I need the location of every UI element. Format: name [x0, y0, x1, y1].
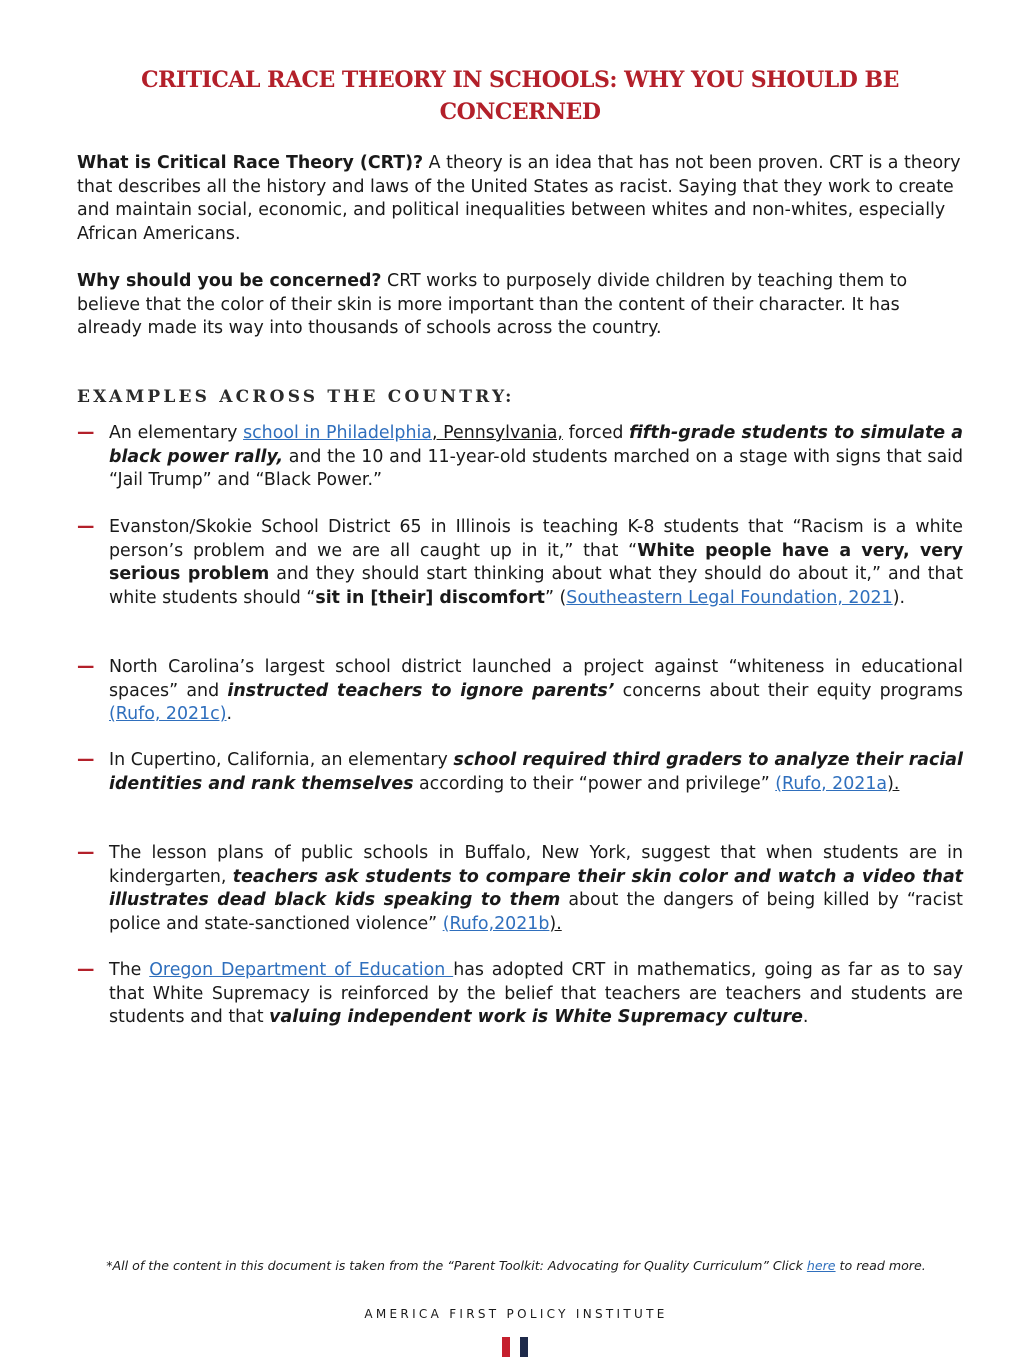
example-text: ).	[892, 587, 906, 608]
example-text: about the dangers of being killed by “racist police and state-sanctioned violence”	[109, 890, 963, 934]
example-item-oregon	[77, 959, 963, 1030]
emphasis-text: school required third graders to analyze their racial identities and rank themselves	[109, 750, 964, 794]
concern-question: Why should you be concerned?	[77, 271, 382, 291]
dash-bullet: —	[77, 960, 95, 980]
example-item-north-carolina	[77, 656, 963, 727]
concern-paragraph	[77, 270, 963, 341]
example-item-evanston	[77, 516, 963, 610]
dash-bullet: —	[77, 517, 95, 537]
dash-bullet: —	[77, 750, 95, 770]
rufo-2021b-link[interactable]: (Rufo,2021b	[442, 913, 550, 934]
example-text: Evanston/Skokie School District 65 in Illinois is teaching K-8 students that “Racism is a white person’s problem and we are all caught up in it,” that “	[109, 517, 963, 561]
emphasis-text: White people have a very, very serious problem	[109, 540, 963, 585]
crt-question: What is Critical Race Theory (CRT)?	[77, 153, 424, 173]
example-item-buffalo	[77, 842, 963, 936]
example-text: forced	[562, 423, 630, 443]
example-text: The	[109, 960, 150, 980]
example-text: concerns about their equity programs	[614, 680, 963, 701]
emphasis-text: valuing independent work is White Supremacy culture	[269, 1007, 803, 1028]
example-item-philadelphia	[77, 422, 963, 493]
dash-bullet: —	[77, 657, 95, 677]
rufo-2021c-link[interactable]: (Rufo, 2021c)	[109, 704, 227, 725]
example-text: .	[802, 1007, 809, 1028]
example-text: according to their “power and privilege”	[413, 773, 776, 794]
southeastern-legal-foundation-link[interactable]: Southeastern Legal Foundation, 2021	[566, 587, 893, 608]
concern-answer: CRT works to purposely divide children by teaching them to believe that the color of their skin is more important than the content of their character. It has already made its way into thousands of schools across the country.	[77, 271, 908, 339]
example-text: ).	[549, 913, 562, 934]
footnote	[60, 1258, 972, 1273]
dash-bullet: —	[77, 423, 95, 443]
crt-definition-paragraph	[77, 152, 963, 246]
document-title	[120, 64, 920, 128]
example-text: and the 10 and 11-year-old students marched on a stage with signs that said “Jail Trump” and “Black Power.”	[109, 446, 963, 491]
emphasis-text: sit in [their] discomfort	[315, 587, 545, 608]
example-text: ).	[887, 773, 900, 794]
example-text: The lesson plans of public schools in Buffalo, New York, suggest that when students are in kindergarten,	[109, 843, 963, 887]
example-text: and they should start thinking about what they should do about it,” and that white students should “	[109, 564, 964, 608]
example-text: North Carolina’s largest school district launched a project against “whiteness in educational spaces” and	[109, 657, 963, 701]
emphasis-text: instructed teachers to ignore parents’	[227, 680, 615, 701]
example-text: .	[226, 704, 233, 725]
oregon-department-of-education-link[interactable]: Oregon Department of Education	[149, 960, 454, 980]
example-text: ” (	[544, 587, 567, 608]
title-line-1: CRITICAL RACE THEORY IN SCHOOLS: WHY YOU SHOULD BE	[141, 67, 899, 93]
example-item-cupertino	[77, 749, 963, 796]
title-line-2: CONCERNED	[439, 99, 601, 125]
pennsylvania-text: , Pennsylvania,	[431, 423, 563, 443]
example-text: In Cupertino, California, an elementary	[109, 750, 454, 770]
school-in-philadelphia-link[interactable]: school in Philadelphia	[243, 423, 432, 443]
dash-bullet: —	[77, 843, 95, 863]
crt-answer: A theory is an idea that has not been proven. CRT is a theory that describes all the history and laws of the United States as racist. Saying that they work to create and maintain social, economic, and political inequalities between whites and non-whites, especially African Americans.	[77, 153, 961, 244]
example-text: has adopted CRT in mathematics, going as far as to say that White Supremacy is reinforced by the belief that teachers are teachers and students are students and that	[109, 960, 964, 1028]
emphasis-text: fifth-grade students to simulate a black power rally,	[109, 423, 963, 467]
flag-logo-icon	[502, 1337, 536, 1357]
examples-heading: EXAMPLES ACROSS THE COUNTRY:	[77, 387, 515, 407]
here-link[interactable]: here	[806, 1258, 836, 1273]
footnote-text: to read more.	[835, 1258, 926, 1273]
example-text: An elementary	[109, 423, 244, 443]
emphasis-text: teachers ask students to compare their skin color and watch a video that illustrates dead black kids speaking to them	[109, 866, 963, 911]
footer-organization-name: AMERICA FIRST POLICY INSTITUTE	[364, 1307, 668, 1321]
footnote-text: *All of the content in this document is taken from the “Parent Toolkit: Advocating for Quality Curriculum” Click	[106, 1258, 807, 1273]
rufo-2021a-link[interactable]: (Rufo, 2021a	[775, 773, 888, 794]
